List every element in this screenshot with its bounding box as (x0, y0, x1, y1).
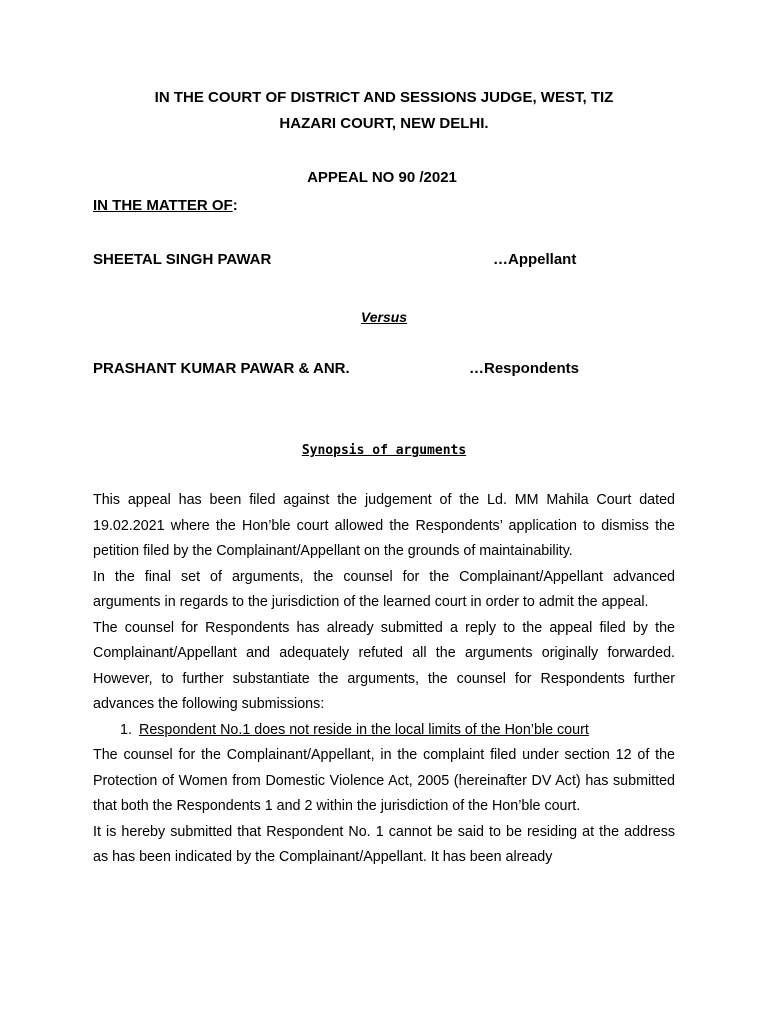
paragraph-appeal-filed: This appeal has been filed against the judgement of the Ld. MM Mahila Court dated 19.02.2021 where the Hon’ble court allowed the Respondents’ application to dismiss the petition filed by the Complainant/Appellant on the grounds of maintainability. (93, 492, 675, 559)
respondent-role: …Respondents (469, 360, 580, 377)
paragraph-dv-act-complaint: The counsel for the Complainant/Appellant, in the complaint filed under section 12 of the Protection of Women from Domestic Violence Act, 2005 (hereinafter DV Act) has submitted that both the Respondents 1 and 2 within the jurisdiction of the Hon’ble court. (93, 747, 675, 814)
list-item-number: 1. (120, 721, 132, 738)
matter-colon: : (232, 197, 238, 214)
paragraph-residence-submission: It is hereby submitted that Respondent No. 1 cannot be said to be residing at the address as has been indicated by the Complainant/Appellant. It has been already (93, 823, 675, 865)
court-heading-line-2: HAZARI COURT, NEW DELHI. (279, 115, 489, 132)
court-heading-line-1: IN THE COURT OF DISTRICT AND SESSIONS JUDGE, WEST, TIZ (154, 89, 614, 106)
synopsis-heading: Synopsis of arguments (301, 443, 467, 458)
appellant-name: SHEETAL SINGH PAWAR (93, 251, 272, 268)
appeal-number: APPEAL NO 90 /2021 (307, 169, 457, 186)
list-item-text: Respondent No.1 does not reside in the local limits of the Hon’ble court (139, 721, 589, 738)
matter-label: IN THE MATTER OF (93, 197, 233, 214)
list-item (93, 718, 675, 744)
appellant-role: …Appellant (493, 251, 577, 268)
respondent-name: PRASHANT KUMAR PAWAR & ANR. (93, 360, 350, 377)
versus-label: Versus (360, 309, 408, 325)
in-the-matter-of (93, 194, 238, 218)
paragraph-reply-submitted: The counsel for Respondents has already submitted a reply to the appeal filed by the Complainant/Appellant and adequately refuted all the arguments originally forwarded. However, to further substantiate the arguments, the counsel for Respondents further advances the following submissions: (93, 619, 675, 712)
body-text (93, 488, 675, 871)
paragraph-final-arguments: In the final set of arguments, the counsel for the Complainant/Appellant advanced arguments in regards to the jurisdiction of the learned court in order to admit the appeal. (93, 568, 675, 610)
